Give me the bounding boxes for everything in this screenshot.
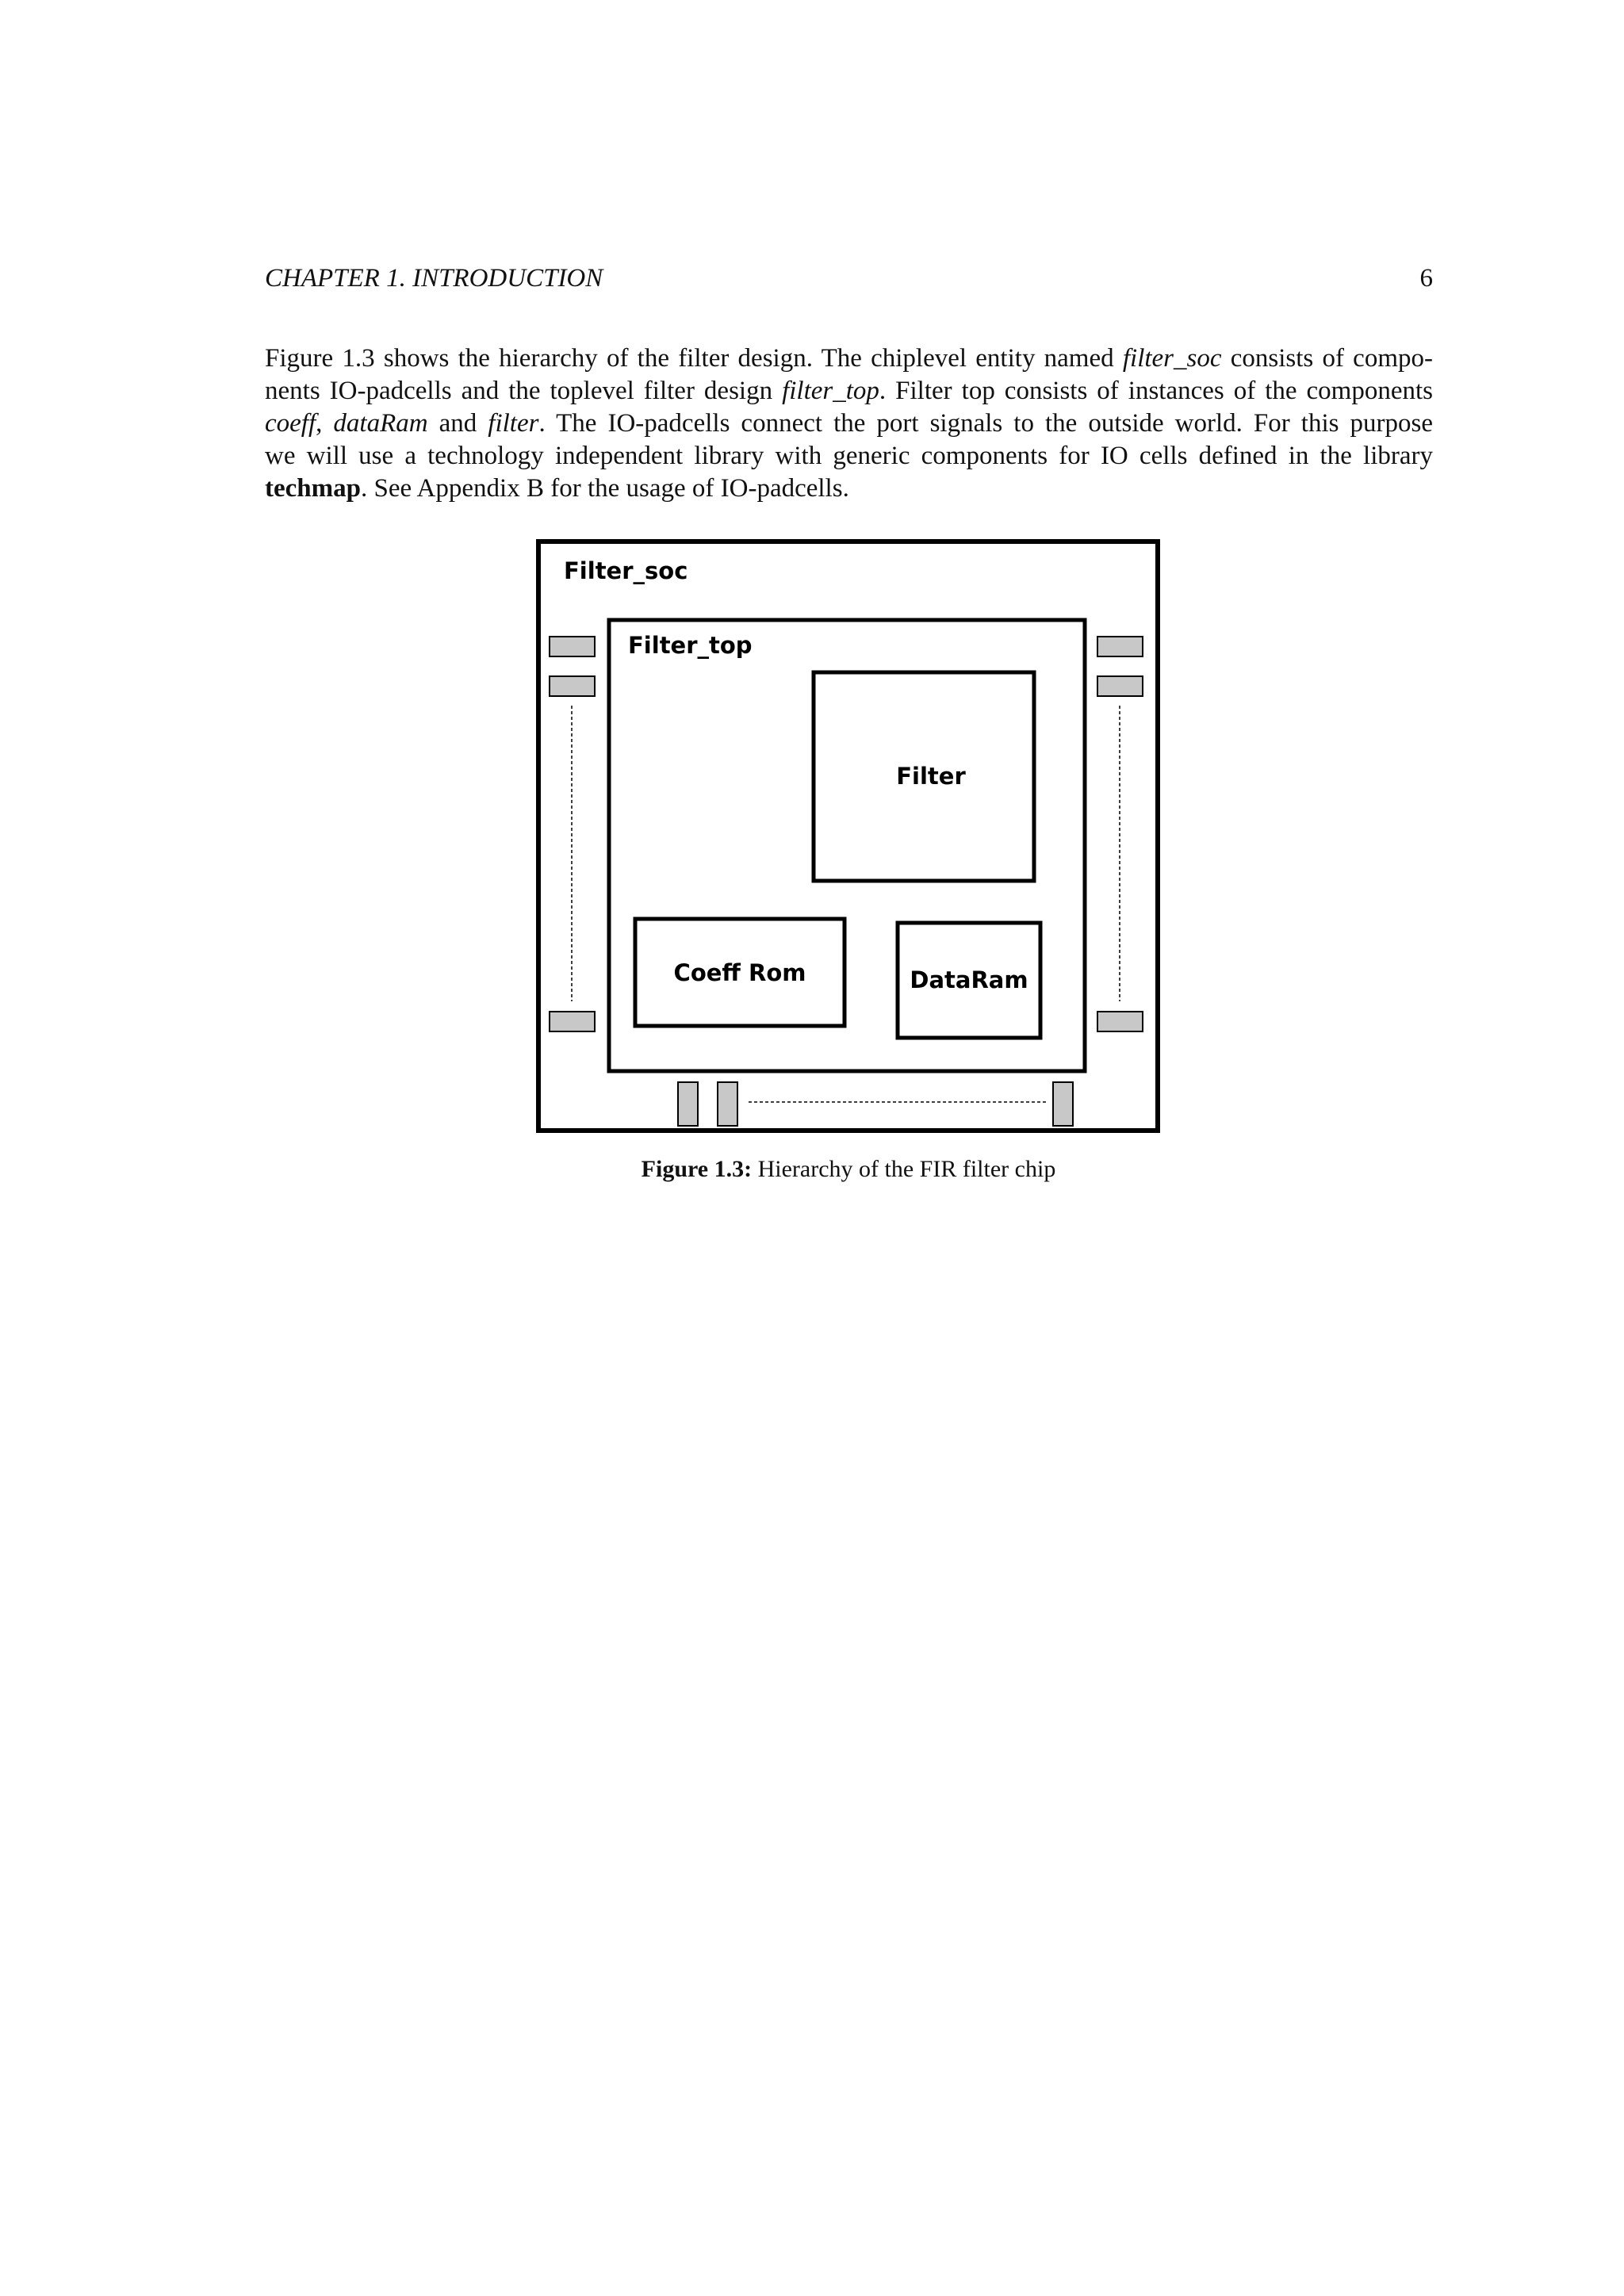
padcell-bottom-1	[678, 1082, 698, 1126]
paragraph-line-2: nents IO-padcells and the toplevel filter design filter_top. Filter top consists of instances of the components	[265, 377, 1434, 405]
padcell-bottom-2	[718, 1082, 737, 1126]
dataram-label: DataRam	[910, 966, 1028, 993]
hierarchy-diagram	[536, 539, 1162, 1135]
padcell-left-3	[550, 1012, 595, 1031]
padcell-bottom-3	[1053, 1082, 1073, 1126]
entity-name-filter-soc: filter_soc	[1122, 344, 1222, 373]
padcell-right-2	[1097, 676, 1143, 696]
coeff-rom-label: Coeff Rom	[673, 959, 806, 986]
padcell-left-1	[550, 637, 595, 656]
figure-caption	[0, 1156, 1624, 1183]
paragraph-line-4: we will use a technology independent library with generic components for IO cells defined in the library	[265, 442, 1433, 470]
component-filter: filter	[488, 409, 539, 438]
filter-soc-label: Filter_soc	[564, 557, 688, 584]
page-number: 6	[1419, 264, 1433, 293]
paragraph-line-1: Figure 1.3 shows the hierarchy of the filter design. The chiplevel entity named filter_soc consists of compo-	[265, 344, 1433, 373]
filter-label: Filter	[896, 763, 966, 790]
body-paragraph	[265, 342, 1433, 505]
paragraph-line-3: coeff, dataRam and filter. The IO-padcells connect the port signals to the outside world. For this purpose	[265, 409, 1433, 438]
caption-number: Figure 1.3:	[641, 1156, 753, 1182]
page-header	[265, 264, 1433, 304]
library-name-techmap: techmap	[265, 474, 361, 503]
entity-name-filter-top: filter_top	[782, 377, 879, 405]
caption-text: Hierarchy of the FIR filter chip	[752, 1156, 1056, 1182]
chapter-title: CHAPTER 1. INTRODUCTION	[265, 264, 603, 293]
padcell-right-1	[1097, 637, 1143, 656]
component-dataram: dataRam	[333, 409, 428, 438]
paragraph-line-5: techmap. See Appendix B for the usage of IO-padcells.	[265, 474, 849, 503]
component-coeff: coeff	[265, 409, 316, 438]
filter-top-label: Filter_top	[628, 632, 753, 659]
padcell-left-2	[550, 676, 595, 696]
padcell-right-3	[1097, 1012, 1143, 1031]
